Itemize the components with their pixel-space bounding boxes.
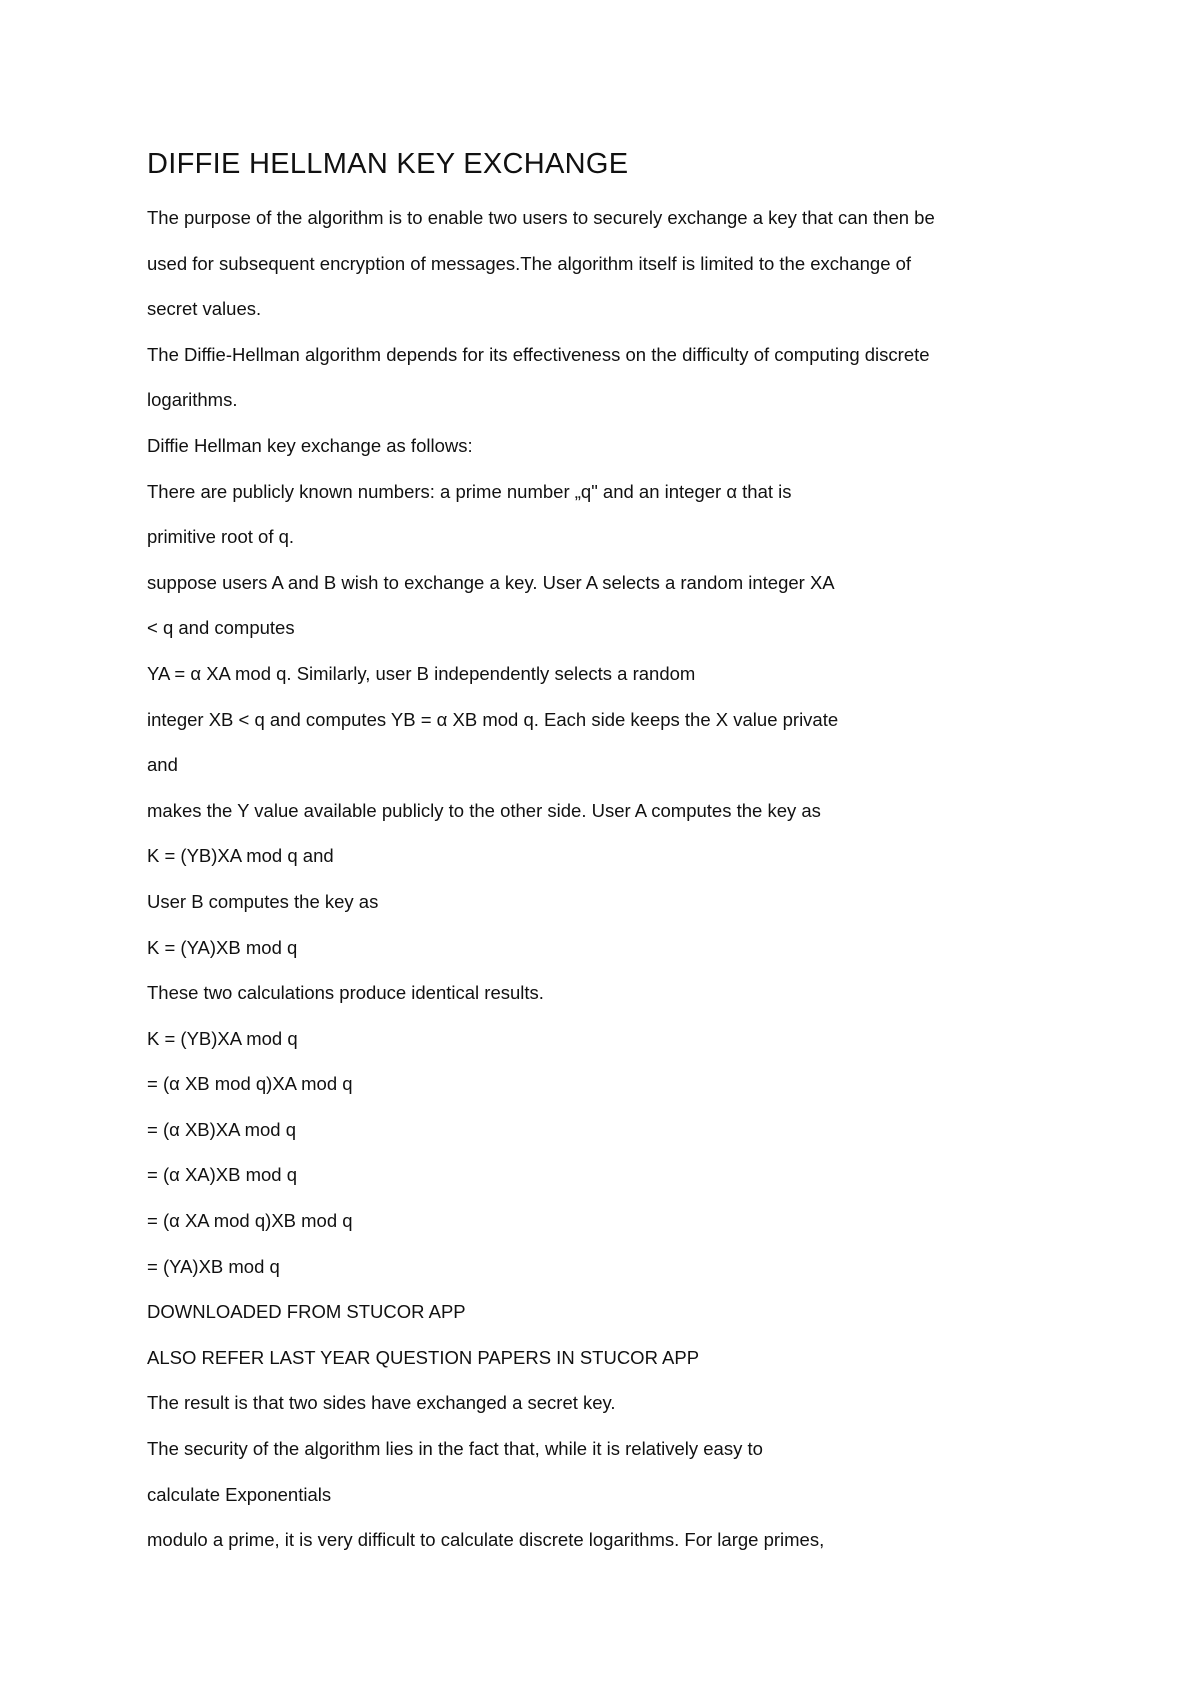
body-line: K = (YA)XB mod q xyxy=(147,936,298,958)
body-line: K = (YB)XA mod q xyxy=(147,1027,298,1049)
body-line: = (YA)XB mod q xyxy=(147,1255,280,1277)
body-line: There are publicly known numbers: a prime number „q" and an integer α that is xyxy=(147,480,792,502)
body-line: calculate Exponentials xyxy=(147,1483,332,1505)
body-line: User B computes the key as xyxy=(147,890,379,912)
document-body xyxy=(147,206,1067,1574)
body-line: < q and computes xyxy=(147,617,295,639)
body-line: YA = α XA mod q. Similarly, user B independently selects a random xyxy=(147,662,696,684)
body-line: These two calculations produce identical results. xyxy=(147,982,544,1004)
body-line: Diffie Hellman key exchange as follows: xyxy=(147,434,473,456)
body-line: The Diffie-Hellman algorithm depends for its effectiveness on the difficulty of computing discrete xyxy=(147,343,930,365)
body-line: The result is that two sides have exchanged a secret key. xyxy=(147,1392,616,1414)
body-line: = (α XA)XB mod q xyxy=(147,1164,298,1186)
body-line: integer XB < q and computes YB = α XB mod q. Each side keeps the X value private xyxy=(147,708,839,730)
body-line: = (α XB)XA mod q xyxy=(147,1118,296,1140)
body-line: primitive root of q. xyxy=(147,526,295,548)
body-line: secret values. xyxy=(147,298,262,320)
body-line: K = (YB)XA mod q and xyxy=(147,845,334,867)
body-line: used for subsequent encryption of messages.The algorithm itself is limited to the exchange of xyxy=(147,252,912,274)
document-title: DIFFIE HELLMAN KEY EXCHANGE xyxy=(147,148,629,180)
body-line: modulo a prime, it is very difficult to calculate discrete logarithms. For large primes, xyxy=(147,1529,825,1551)
body-line: and xyxy=(147,754,178,776)
body-line: = (α XB mod q)XA mod q xyxy=(147,1073,353,1095)
body-line: logarithms. xyxy=(147,389,238,411)
body-line: The security of the algorithm lies in the fact that, while it is relatively easy to xyxy=(147,1438,763,1460)
body-line: = (α XA mod q)XB mod q xyxy=(147,1210,353,1232)
body-line: The purpose of the algorithm is to enable two users to securely exchange a key that can then be xyxy=(147,207,935,228)
body-line: makes the Y value available publicly to the other side. User A computes the key as xyxy=(147,799,821,821)
body-line: DOWNLOADED FROM STUCOR APP xyxy=(147,1301,466,1323)
body-line: ALSO REFER LAST YEAR QUESTION PAPERS IN STUCOR APP xyxy=(147,1346,700,1368)
body-line: suppose users A and B wish to exchange a key. User A selects a random integer XA xyxy=(147,571,835,593)
